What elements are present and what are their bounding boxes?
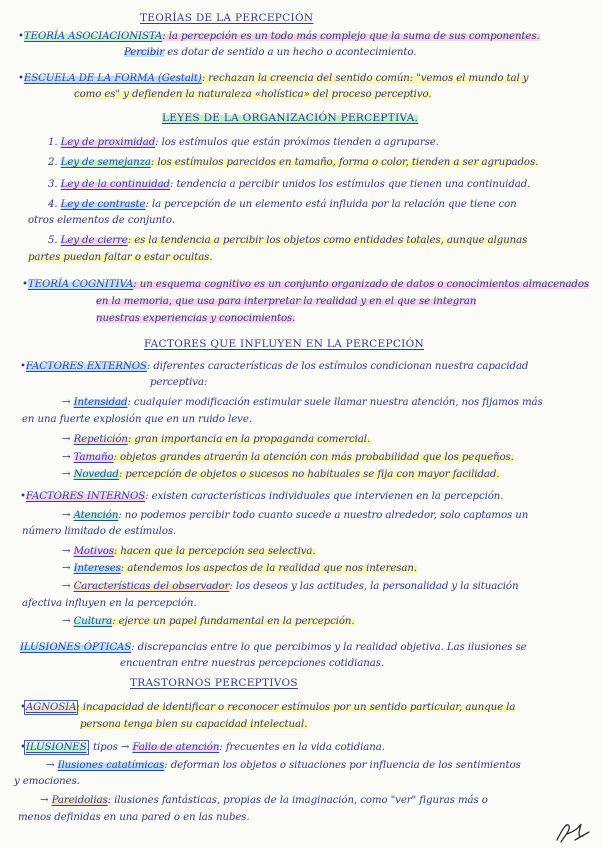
leyes-title-text: LEYES DE LA ORGANIZACIÓN PERCEPTIVA. bbox=[162, 112, 419, 124]
cultura-item bbox=[62, 615, 355, 629]
leyes-title bbox=[162, 112, 418, 124]
ley-2-num: 2. bbox=[48, 157, 61, 168]
externos-term: FACTORES EXTERNOS bbox=[25, 361, 147, 372]
caract-observador-cont: afectiva influyen en la percepción. bbox=[22, 598, 197, 609]
ley-4-term: Ley de contraste bbox=[60, 199, 146, 210]
cognitiva-line-2 bbox=[96, 295, 476, 309]
tamano-term: Tamaño bbox=[73, 452, 114, 463]
ley-5-cont bbox=[28, 251, 212, 265]
ley-3-num: 3. bbox=[48, 179, 61, 190]
intensidad-text: : cualquier modificación estimular suele llamar nuestra atención, nos fijamos más bbox=[127, 397, 543, 408]
externos-line-2: perceptiva: bbox=[150, 377, 208, 388]
ilusiones-term: ILUSIONES bbox=[25, 742, 87, 753]
gestalt-text-1: : rechazan la creencia del sentido común: "vemos el mundo tal y bbox=[201, 73, 529, 84]
ley-1-num: 1. bbox=[48, 137, 61, 148]
novedad-text: : percepción de objetos o sucesos no habituales se fija con mayor facilidad. bbox=[118, 469, 500, 480]
ley-3 bbox=[48, 178, 530, 192]
signature-icon bbox=[553, 818, 593, 846]
atencion-term: Atención bbox=[73, 510, 119, 521]
pareidolias-cont: menos definidas en una pared o en las nubes. bbox=[18, 812, 250, 823]
arrow-icon: → bbox=[62, 452, 71, 463]
agnosia-text-2: persona tenga bien su capacidad intelectual. bbox=[80, 719, 308, 730]
internos-line-1: •FACTORES INTERNOS: existen características individuales que intervienen en la percepción. bbox=[20, 491, 504, 502]
intensidad-item bbox=[62, 396, 543, 410]
asociacionista-text-2: es dotar de sentido a un hecho o acontecimiento. bbox=[164, 47, 417, 58]
asociacionista-text-1: : la percepción es un todo más complejo que la suma de sus componentes. bbox=[162, 31, 540, 42]
agnosia-text-1: : incapacidad de identificar o reconocer estímulos por un sentido particular, aunque la bbox=[76, 702, 516, 713]
ley-3-term: Ley de la continuidad bbox=[60, 179, 170, 190]
externos-line-1: •FACTORES EXTERNOS: diferentes características de los estímulos condicionan nuestra capacidad bbox=[20, 361, 529, 372]
cognitiva-text-2: en la memoria, que usa para interpretar la realidad y en el que se integran bbox=[96, 296, 477, 307]
agnosia-line-2 bbox=[80, 718, 307, 732]
repeticion-text: : gran importancia en la propaganda comercial. bbox=[127, 434, 371, 445]
novedad-item bbox=[62, 468, 499, 482]
intereses-text: : atendemos los aspectos de la realidad que nos interesan. bbox=[120, 563, 417, 574]
motivos-term: Motivos bbox=[73, 546, 114, 557]
atencion-text: : no podemos percibir todo cuanto sucede a nuestro alrededor, solo captamos un bbox=[118, 510, 529, 521]
ley-4 bbox=[48, 198, 517, 212]
ley-5-num: 5. bbox=[48, 235, 61, 246]
ilusiones-catatimicas-term: Ilusiones catatímicas bbox=[57, 760, 165, 771]
ley-1 bbox=[48, 136, 439, 150]
ley-4-num: 4. bbox=[48, 199, 61, 210]
ley-5 bbox=[48, 234, 527, 248]
atencion-cont: número limitado de estímulos. bbox=[22, 526, 177, 537]
pareidolias-term: Pareidolias bbox=[51, 795, 108, 806]
ley-2 bbox=[48, 156, 538, 170]
gestalt-text-2: como es" y defienden la naturaleza «holística» del proceso perceptivo. bbox=[74, 89, 432, 100]
externos-text-1: : diferentes características de los estímulos condicionan nuestra capacidad bbox=[146, 361, 529, 372]
gestalt-line-1: •ESCUELA DE LA FORMA (Gestalt): rechazan la creencia del sentido común: "vemos el mundo tal y bbox=[18, 73, 529, 84]
percibir-word: Percibir bbox=[124, 47, 165, 58]
arrow-icon: → bbox=[62, 563, 71, 574]
cognitiva-term: TEORÍA COGNITIVA bbox=[27, 279, 134, 290]
ley-3-text: : tendencia a percibir unidos los estímulos que tienen una continuidad. bbox=[169, 179, 531, 190]
ilusiones-catatimicas-cont: y emociones. bbox=[14, 776, 80, 787]
gestalt-line-2 bbox=[74, 88, 432, 102]
cognitiva-text-1: : un esquema cognitivo es un conjunto organizado de datos o conocimientos almacenados bbox=[133, 279, 590, 290]
factores-title: FACTORES QUE INFLUYEN EN LA PERCEPCIÓN bbox=[144, 338, 425, 350]
intensidad-cont: en una fuerte explosión que en un ruido leve. bbox=[22, 414, 252, 425]
fallo-atencion-text: : frecuentes en la vida cotidiana. bbox=[219, 742, 385, 753]
asociacionista-line-1: •TEORÍA ASOCIACIONISTA: la percepción es un todo más complejo que la suma de sus componentes. bbox=[18, 31, 540, 42]
ilusiones-opticas-line-1 bbox=[20, 641, 527, 655]
ley-2-text: : los estímulos parecidos en tamaño, forma o color, tienden a ser agrupados. bbox=[150, 157, 539, 168]
asociacionista-line-2 bbox=[124, 46, 416, 60]
arrow-icon: → bbox=[62, 469, 71, 480]
motivos-item bbox=[62, 545, 316, 559]
novedad-term: Novedad bbox=[73, 469, 119, 480]
cultura-term: Cultura bbox=[73, 616, 113, 627]
ilusiones-opticas-term: ILUSIONES ÓPTICAS bbox=[20, 642, 132, 653]
pareidolias-line bbox=[40, 794, 488, 808]
ley-5-cont-text: partes puedan faltar o estar ocultas. bbox=[28, 252, 213, 263]
arrow-icon: → bbox=[62, 616, 71, 627]
agnosia-term: AGNOSIA bbox=[25, 702, 77, 713]
atencion-item bbox=[62, 509, 528, 523]
cognitiva-line-3 bbox=[96, 312, 295, 326]
ley-1-term: Ley de proximidad bbox=[60, 137, 156, 148]
arrow-icon: → bbox=[62, 434, 71, 445]
ley-5-text: : es la tendencia a percibir los objetos como entidades totales, aunque algunas bbox=[127, 235, 528, 246]
internos-term: FACTORES INTERNOS bbox=[25, 491, 146, 502]
arrow-icon: → bbox=[62, 397, 71, 408]
arrow-icon: → bbox=[40, 795, 49, 806]
arrow-icon: → bbox=[62, 581, 71, 592]
agnosia-line-1: •AGNOSIA: incapacidad de identificar o reconocer estímulos por un sentido particular, aunque la bbox=[20, 702, 516, 713]
tamano-item bbox=[62, 451, 514, 465]
ilusiones-line-1: •ILUSIONES: tipos → Fallo de atención: frecuentes en la vida cotidiana. bbox=[20, 742, 385, 753]
arrow-icon: → bbox=[62, 510, 71, 521]
repeticion-term: Repetición bbox=[73, 434, 128, 445]
ley-4-cont: otros elementos de conjunto. bbox=[28, 215, 175, 226]
ley-1-text: : los estímulos que están próximos tienden a agruparse. bbox=[155, 137, 439, 148]
motivos-text: : hacen que la percepción sea selectiva. bbox=[113, 546, 316, 557]
tamano-text: : objetos grandes atraerán la atención con más probabilidad que los pequeños. bbox=[113, 452, 514, 463]
ley-4-text: : la percepción de un elemento está influida por la relación que tiene con bbox=[145, 199, 517, 210]
intensidad-term: Intensidad bbox=[73, 397, 128, 408]
caract-observador-text: : los deseos y las actitudes, la personalidad y la situación bbox=[229, 581, 519, 592]
cultura-text: : ejerce un papel fundamental en la percepción. bbox=[112, 616, 355, 627]
intereses-item bbox=[62, 562, 417, 576]
gestalt-term: ESCUELA DE LA FORMA (Gestalt) bbox=[23, 73, 202, 84]
internos-text-1: : existen características individuales que intervienen en la percepción. bbox=[145, 491, 504, 502]
asociacionista-term: TEORÍA ASOCIACIONISTA bbox=[23, 31, 163, 42]
arrow-icon: → bbox=[62, 546, 71, 557]
repeticion-item bbox=[62, 433, 370, 447]
ilusiones-pre: : tipos → bbox=[86, 742, 133, 753]
caract-observador-item bbox=[62, 580, 518, 594]
main-title: TEORÍAS DE LA PERCEPCIÓN bbox=[140, 12, 314, 24]
caract-observador-term: Características del observador bbox=[73, 581, 230, 592]
ley-5-term: Ley de cierre bbox=[60, 235, 128, 246]
cognitiva-line-1: •TEORÍA COGNITIVA: un esquema cognitivo es un conjunto organizado de datos o conocimientos almacenados bbox=[22, 279, 590, 290]
fallo-atencion-term: Fallo de atención bbox=[132, 742, 220, 753]
arrow-icon: → bbox=[46, 760, 55, 771]
ilusiones-catatimicas-text: : deforman los objetos o situaciones por influencia de los sentimientos bbox=[164, 760, 521, 771]
ilusiones-opticas-line-2: encuentran entre nuestras percepciones cotidianas. bbox=[120, 658, 384, 669]
ilusiones-catatimicas-line bbox=[46, 759, 521, 773]
intereses-term: Intereses bbox=[73, 563, 121, 574]
trastornos-title: TRASTORNOS PERCEPTIVOS bbox=[130, 677, 298, 689]
pareidolias-text: : ilusiones fantásticas, propias de la imaginación, como "ver" figuras más o bbox=[107, 795, 488, 806]
ley-2-term: Ley de semejanza bbox=[60, 157, 151, 168]
cognitiva-text-3: nuestras experiencias y conocimientos. bbox=[96, 313, 296, 324]
ilusiones-opticas-text-1: : discrepancias entre lo que percibimos y la realidad objetiva. Las ilusiones se bbox=[131, 642, 527, 653]
